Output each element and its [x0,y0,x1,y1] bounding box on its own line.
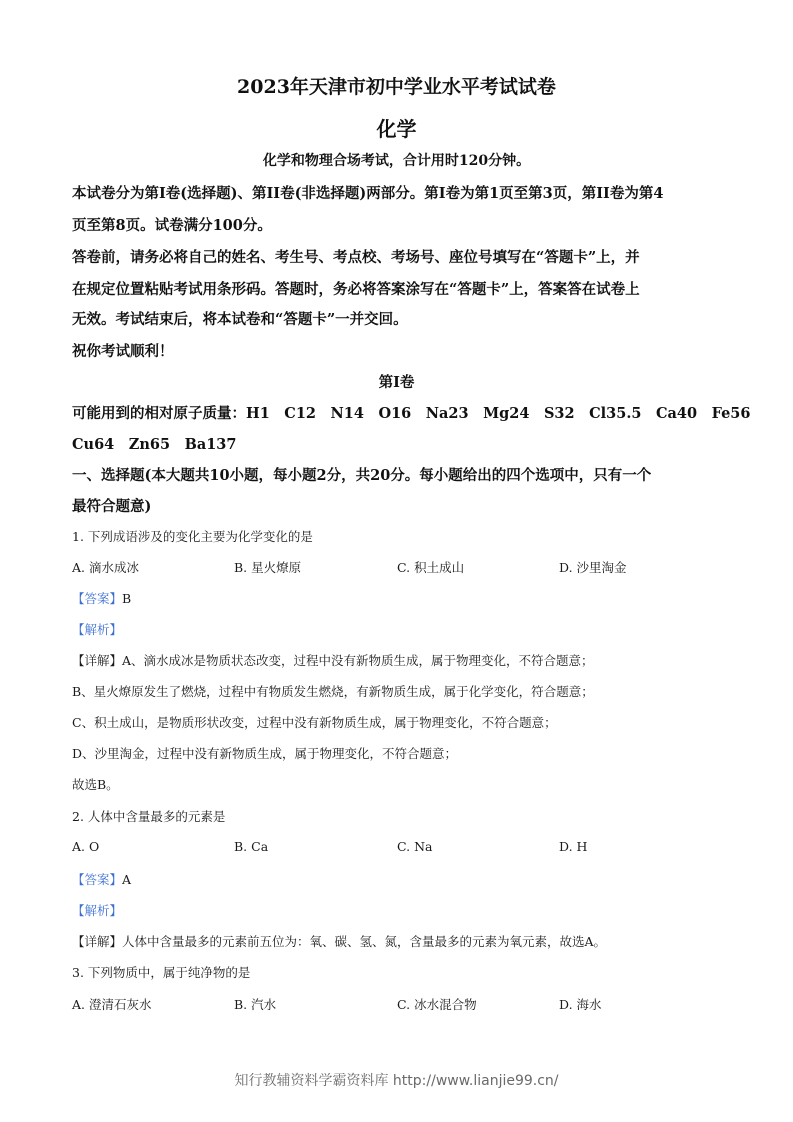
option-d: D. H [559,839,588,854]
detail-line: 【详解】人体中含量最多的元素前五位为：氧、碳、氢、氮，含量最多的元素为氧元素，故选A。 [72,934,607,949]
answer-label: 【答案】 [72,591,123,606]
detail-line: 【详解】A、滴水成冰是物质状态改变，过程中没有新物质生成，属于物理变化，不符合题意； [72,653,594,668]
option-b: B. 星火燎原 [234,560,302,575]
intro-line: 在规定位置粘贴考试用条形码。答题时，务必将答案涂写在“答题卡”上，答案答在试卷上 [72,281,640,298]
intro-line: 无效。考试结束后，将本试卷和“答题卡”一并交回。 [72,311,408,328]
section-title: 第I卷 [378,374,415,391]
answer-value: B [122,591,132,606]
part-heading: 最符合题意) [72,498,152,515]
good-luck-line: 祝你考试顺利！ [72,343,174,360]
option-a: A. 澄清石灰水 [72,997,152,1012]
option-d: D. 海水 [559,997,602,1012]
option-a: A. 滴水成冰 [72,560,139,575]
detail-line: C、积土成山，是物质形状改变，过程中没有新物质生成，属于物理变化，不符合题意； [72,715,557,730]
detail-line: D、沙里淘金，过程中没有新物质生成，属于物理变化，不符合题意； [72,746,458,761]
option-a: A. O [72,839,100,854]
option-d: D. 沙里淘金 [559,560,627,575]
atomic-masses-line: Cu64 Zn65 Ba137 [72,436,237,453]
question-stem: 3. 下列物质中，属于纯净物的是 [72,965,251,980]
intro-line: 答卷前，请务必将自己的姓名、考生号、考点校、考场号、座位号填写在“答题卡”上，并 [72,249,640,266]
analysis-label: 【解析】 [72,903,123,918]
part-heading: 一、选择题(本大题共10小题，每小题2分，共20分。每小题给出的四个选项中，只有一个 [72,467,652,484]
intro-line: 页至第8页。试卷满分100分。 [72,217,272,234]
answer-value: A [122,872,132,887]
intro-line: 本试卷分为第I卷(选择题)、第II卷(非选择题)两部分。第I卷为第1页至第3页，第II卷为第4 [72,185,664,202]
detail-line: 故选B。 [72,777,119,792]
exam-title: 2023年天津市初中学业水平考试试卷 [237,76,556,98]
option-c: C. Na [397,839,433,854]
atomic-masses-line: 可能用到的相对原子质量：H1 C12 N14 O16 Na23 Mg24 S32 Cl35.5 Ca40 Fe56 [72,405,751,422]
subject-title: 化学 [376,117,417,141]
option-b: B. 汽水 [234,997,277,1012]
answer-line [72,870,722,888]
footer-watermark: 知行教辅资料学霸资料库 http://www.lianjie99.cn/ [234,1073,559,1089]
analysis-label: 【解析】 [72,622,123,637]
option-b: B. Ca [234,839,269,854]
option-c: C. 积土成山 [397,560,465,575]
question-stem: 1. 下列成语涉及的变化主要为化学变化的是 [72,529,313,544]
option-c: C. 冰水混合物 [397,997,477,1012]
exam-notice: 化学和物理合场考试，合计用时120分钟。 [262,153,531,169]
detail-line: B、星火燎原发生了燃烧，过程中有物质发生燃烧，有新物质生成，属于化学变化，符合题意； [72,684,594,699]
answer-label: 【答案】 [72,872,123,887]
question-stem: 2. 人体中含量最多的元素是 [72,809,226,824]
answer-line [72,589,722,607]
